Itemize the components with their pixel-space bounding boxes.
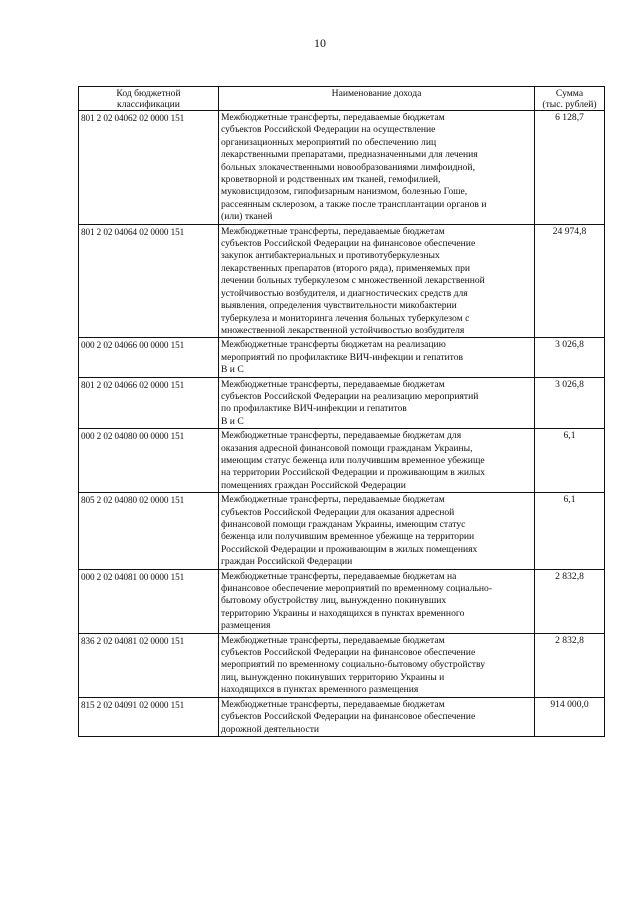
header-code-line: классификации [117,99,180,110]
income-name-line: субъектов Российской Федерации на финансовое обеспечение [221,647,476,659]
income-name-line: дорожной деятельности [221,723,320,735]
income-name-cell [219,569,535,633]
income-name-line: лекарственных препаратов (второго ряда), применяемых при [221,262,471,274]
table-row [79,338,605,377]
amount-cell: 2 832,8 [535,633,605,697]
income-name-line: мероприятий по временному социально-бытовому обустройству [221,659,485,671]
income-name-line: территорию Украины и находящихся в пунктах временного [221,607,465,619]
income-name-line: Межбюджетные трансферты, передаваемые бюджетам [221,494,445,506]
amount-cell: 6,1 [535,493,605,569]
budget-code-cell: 801 2 02 04066 02 0000 151 [79,377,219,429]
income-name-line: больных злокачественными новообразованиями лимфоидной, [221,161,475,173]
budget-code-cell: 000 2 02 04066 00 0000 151 [79,338,219,377]
amount-cell: 2 832,8 [535,569,605,633]
income-name-line: находящихся в пунктах временного размещения [221,684,419,696]
income-name-line: муковисцидозом, гипофизарным нанизмом, болезнью Гоше, [221,186,468,198]
budget-code-cell: 801 2 02 04062 02 0000 151 [79,111,219,225]
table-row [79,493,605,569]
income-name-cell [219,224,535,338]
income-name-line: субъектов Российской Федерации для оказания адресной [221,506,455,518]
header-sum [535,87,605,111]
income-name-line: множественной лекарственной устойчивостью возбудителя [221,324,465,336]
income-name-line: организационных мероприятий по обеспечению лиц [221,136,437,148]
amount-cell: 6,1 [535,429,605,493]
income-name-line: субъектов Российской Федерации на осуществление [221,124,436,136]
income-name-line: Межбюджетные трансферты, передаваемые бюджетам на [221,570,457,582]
income-name-line: (или) тканей [221,211,273,223]
table-row [79,224,605,338]
income-name-line: В и С [221,364,244,376]
income-name-line: субъектов Российской Федерации на финансовое обеспечение [221,238,476,250]
income-name-cell [219,493,535,569]
income-name-line: Межбюджетные трансферты бюджетам на реализацию [221,339,446,351]
income-name-line: финансовое обеспечение мероприятий по временному социально- [221,583,493,595]
header-sum-line: Сумма [555,88,584,99]
income-name-line: Межбюджетные трансферты, передаваемые бюджетам для [221,430,462,442]
amount-cell: 24 974,8 [535,224,605,338]
income-name-line: Межбюджетные трансферты, передаваемые бюджетам [221,378,445,390]
income-name-cell [219,697,535,736]
income-name-line: граждан Российской Федерации [221,556,353,568]
income-name-line: лиц, вынужденно покинувших территорию Украины и [221,671,445,683]
income-name-line: выявления, определения чувствительности микобактерии [221,300,457,312]
amount-cell: 3 026,8 [535,377,605,429]
income-name-line: кроветворной и родственных им тканей, гемофилией, [221,174,441,186]
table-body [79,111,605,737]
income-name-cell [219,377,535,429]
income-name-line: субъектов Российской Федерации на финансовое обеспечение [221,711,476,723]
income-name-line: Межбюджетные трансферты, передаваемые бюджетам [221,225,445,237]
income-name-line: Межбюджетные трансферты, передаваемые бюджетам [221,634,445,646]
header-name-line: Наименование дохода [331,88,422,99]
table-row [79,697,605,736]
table-row [79,429,605,493]
income-name-line: туберкулеза и мониторинга лечения больных туберкулезом с [221,312,470,324]
header-code-line: Код бюджетной [116,88,181,99]
income-name-line: В и С [221,415,244,427]
income-table [78,86,605,737]
header-code [79,87,219,111]
income-name-line: лекарственными препаратами, предназначенными для лечения [221,149,478,161]
income-name-cell [219,633,535,697]
budget-code-cell: 000 2 02 04081 00 0000 151 [79,569,219,633]
budget-code-cell: 815 2 02 04091 02 0000 151 [79,697,219,736]
table-row [79,111,605,225]
budget-code-cell: 836 2 02 04081 02 0000 151 [79,633,219,697]
income-name-line: на территории Российской Федерации и проживающим в жилых [221,467,486,479]
budget-code-cell: 805 2 02 04080 02 0000 151 [79,493,219,569]
income-name-cell [219,111,535,225]
income-name-line: размещения [221,620,271,632]
income-name-line: бытовому обустройству лиц, вынужденно покинувших [221,595,447,607]
income-name-line: устойчивостью возбудителя, и диагностических средств для [221,287,468,299]
income-name-line: имеющим статус беженца или получившим временное убежище [221,454,485,466]
income-name-line: Российской Федерации и проживающим в жилых помещениях [221,543,478,555]
income-name-line: беженца или получившим временное убежище на территории [221,531,475,543]
income-name-line: субъектов Российской Федерации на реализацию мероприятий [221,390,479,402]
amount-cell: 3 026,8 [535,338,605,377]
amount-cell: 6 128,7 [535,111,605,225]
header-sum-line: (тыс. рублей) [542,99,597,110]
table-row [79,569,605,633]
income-name-line: финансовой помощи гражданам Украины, имеющим статус [221,519,466,530]
table-header-row [79,87,605,111]
budget-code-cell: 000 2 02 04080 00 0000 151 [79,429,219,493]
budget-code-cell: 801 2 02 04064 02 0000 151 [79,224,219,338]
table-row [79,633,605,697]
income-name-cell [219,429,535,493]
income-name-line: по профилактике ВИЧ-инфекции и гепатитов [221,403,407,415]
income-name-cell [219,338,535,377]
income-name-line: рассеянным склерозом, а также после трансплантации органов и [221,198,487,210]
income-name-line: мероприятий по профилактике ВИЧ-инфекции и гепатитов [221,351,464,363]
header-name [219,87,535,111]
page-number: 10 [314,36,326,50]
income-name-line: закупок антибактериальных и противотуберкулезных [221,250,440,262]
table-row [79,377,605,429]
income-name-line: Межбюджетные трансферты, передаваемые бюджетам [221,112,445,123]
amount-cell: 914 000,0 [535,697,605,736]
income-name-line: помещениях граждан Российской Федерации [221,479,406,491]
income-name-line: лечении больных туберкулезом с множественной лекарственной [221,275,485,287]
income-name-line: оказания адресной финансовой помощи гражданам Украины, [221,442,473,454]
income-name-line: Межбюджетные трансферты, передаваемые бюджетам [221,698,445,710]
